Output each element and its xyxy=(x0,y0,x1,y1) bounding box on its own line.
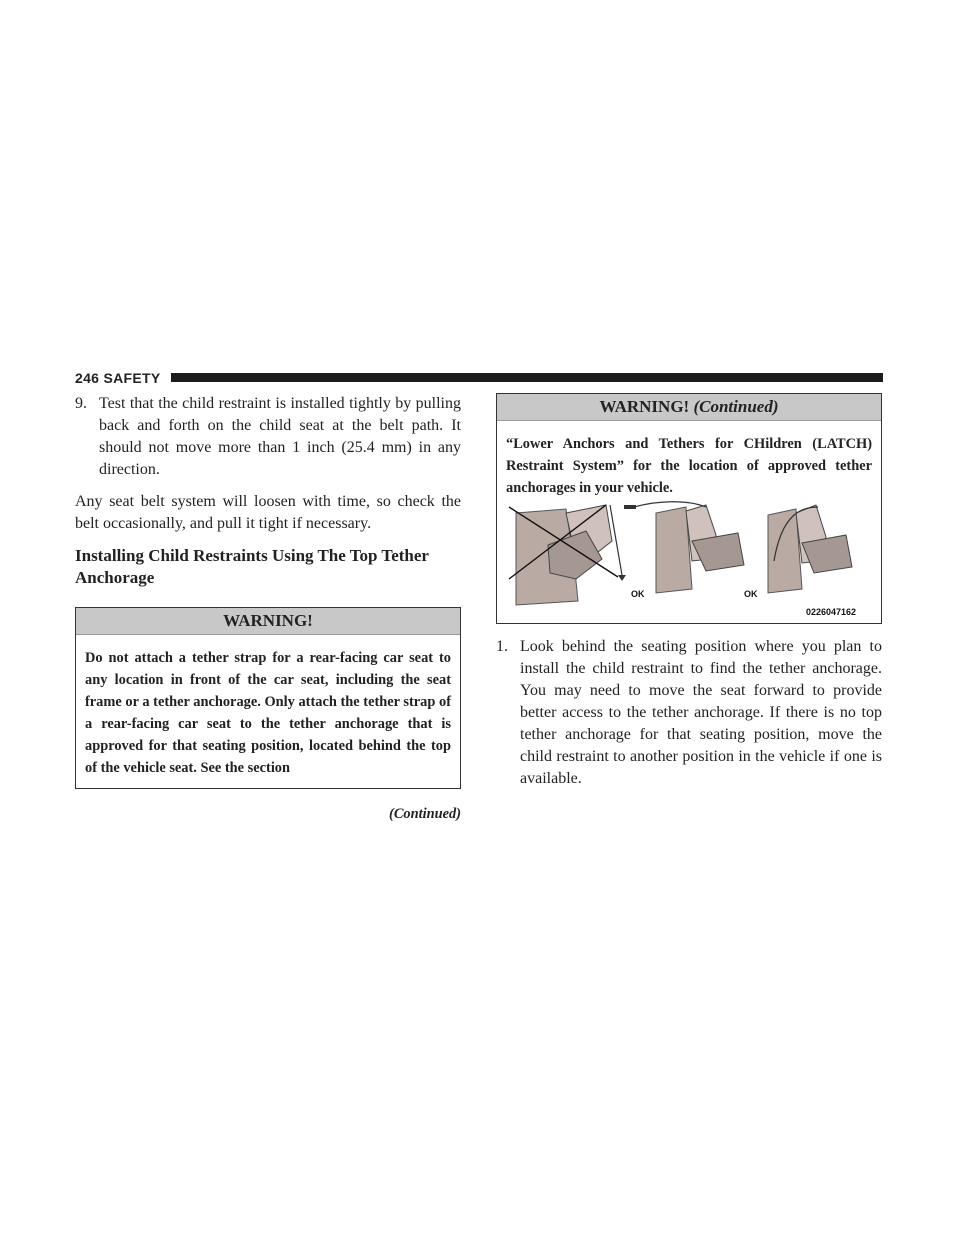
list-number: 1. xyxy=(496,638,508,655)
warning-title-text: WARNING! xyxy=(599,397,690,416)
list-number: 9. xyxy=(75,395,87,412)
warning-box xyxy=(75,607,461,789)
warning-paragraph: “Lower Anchors and Tethers for CHildren (LATCH) Restraint System” for the location of approved tether anchorages in your vehicle. xyxy=(506,436,872,496)
warning-text xyxy=(497,421,881,623)
continued-note: (Continued) xyxy=(389,806,461,822)
page-number-section: 246 SAFETY xyxy=(75,370,161,386)
warning-text: Do not attach a tether strap for a rear-facing car seat to any location in front of the car seat, including the seat frame or a tether anchorage. Only attach the tether strap of a rear-facing car seat to the tether anchorage that is approved for that seating position, located behind the top of the vehicle seat. See the section xyxy=(85,650,451,776)
ok-label: OK xyxy=(744,589,758,599)
warning-box-continued xyxy=(496,393,882,624)
right-column xyxy=(496,393,882,800)
list-item-9 xyxy=(75,393,461,481)
tether-seats-illustration xyxy=(506,501,876,619)
warning-title-suffix: (Continued) xyxy=(693,397,779,416)
page-header xyxy=(75,370,883,386)
warning-title: WARNING! xyxy=(76,608,460,635)
list-text: Look behind the seating position where you plan to install the child restraint to find the tether anchorage. You may need to move the seat forward to provide better access to the tether anchorage. If there is no top tether anchorage for that seating position, move the child restraint to another position in the vehicle if one is available. xyxy=(520,638,882,787)
ok-label: OK xyxy=(631,589,645,599)
header-rule xyxy=(171,373,883,382)
body-paragraph: Any seat belt system will loosen with time, so check the belt occasionally, and pull it tight if necessary. xyxy=(75,493,461,532)
warning-title xyxy=(497,394,881,421)
section-heading: Installing Child Restraints Using The Top Tether Anchorage xyxy=(75,546,429,587)
seat-forward-facing-ok-2 xyxy=(768,505,852,593)
list-item-1 xyxy=(496,636,882,790)
list-text: Test that the child restraint is installed tightly by pulling back and forth on the child seat at the belt path. It should not move more than 1 inch (25.4 mm) in any direction. xyxy=(99,395,461,478)
seat-rear-facing-wrong xyxy=(509,505,626,605)
seat-forward-facing-ok-1 xyxy=(624,502,744,593)
figure-code: 0226047162 xyxy=(806,607,857,617)
left-column xyxy=(75,393,461,825)
